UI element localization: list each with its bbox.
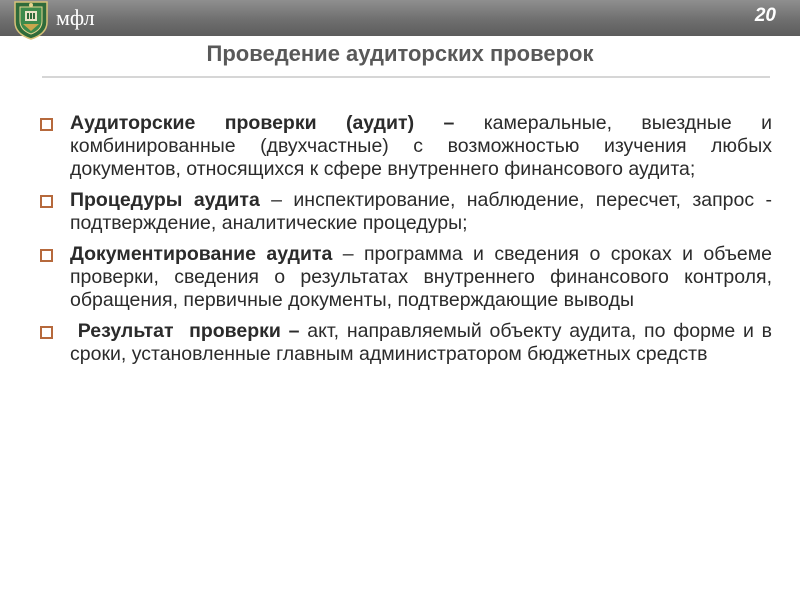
bullet-item-audit-documentation — [38, 243, 772, 312]
coat-of-arms-icon — [9, 0, 53, 40]
bullet-text: акт, направляемый объекту аудита, по форме и в сроки, установленные главным администратором бюджетных средств — [70, 320, 772, 365]
logo-text: мфл — [56, 5, 95, 30]
header-bar — [0, 0, 800, 36]
slide-title: Проведение аудиторских проверок — [206, 41, 594, 66]
bullet-term: Процедуры аудита — [70, 189, 260, 211]
bullet-term: Результат проверки – — [70, 320, 300, 342]
bullet-text: – программа и сведения о сроках и объеме проверки, сведения о результатах внутреннего финансового контроля, обращения, первичные документы, подтверждающие выводы — [70, 243, 773, 311]
bullet-text: – инспектирование, наблюдение, пересчет, запрос - подтверждение, аналитические процедуры; — [70, 189, 772, 234]
bullet-term: Документирование аудита — [70, 243, 333, 265]
slide-number: 20 — [754, 5, 776, 26]
square-bullet-icon — [40, 249, 53, 262]
square-bullet-icon — [40, 195, 53, 208]
square-bullet-icon — [40, 326, 53, 339]
bullet-text: камеральные, выездные и комбинированные (двухчастные) с возможностью изучения любых документов, относящихся к сфере внутреннего финансового аудита; — [70, 112, 772, 180]
bullet-item-audit-procedures — [38, 189, 772, 235]
bullet-item-audit-checks — [38, 112, 772, 181]
title-divider — [42, 76, 770, 78]
square-bullet-icon — [40, 118, 53, 131]
bullet-term: Аудиторские проверки (аудит) – — [70, 112, 455, 134]
bullet-list — [38, 112, 772, 374]
bullet-item-audit-result — [38, 320, 772, 366]
